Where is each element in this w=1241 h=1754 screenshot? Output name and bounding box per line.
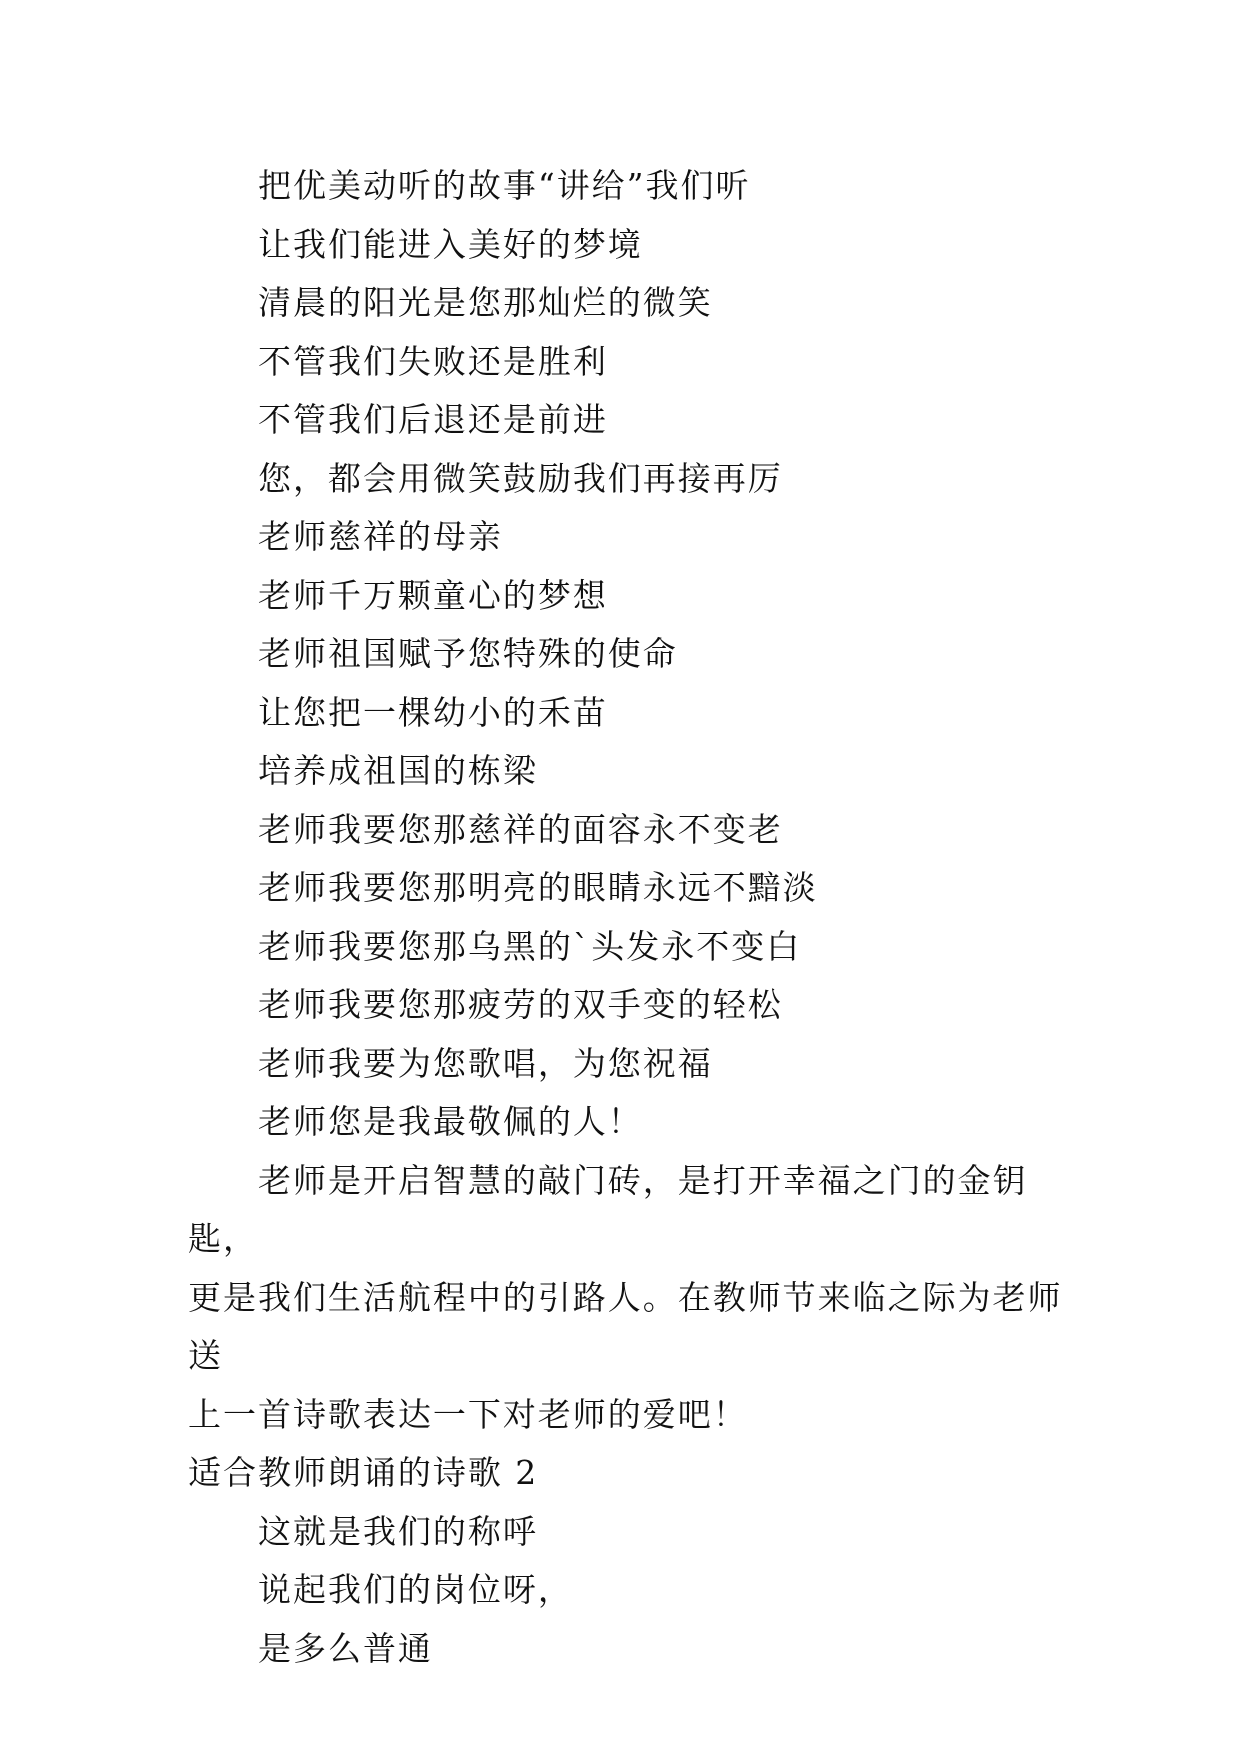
page-content — [188, 157, 1088, 1678]
poem-line: 老师我要您那慈祥的面容永不变老 — [258, 809, 783, 849]
poem-part-1 — [188, 157, 1088, 1152]
poem-line: 老师我要为您歌唱，为您祝福 — [258, 1043, 713, 1083]
paragraph-line-2: 更是我们生活航程中的引路人。在教师节来临之际为老师送 — [188, 1277, 1063, 1375]
poem-line: 不管我们后退还是前进 — [258, 400, 608, 439]
poem-line: 清晨的阳光是您那灿烂的微笑 — [258, 283, 713, 322]
poem-line: 不管我们失败还是胜利 — [258, 341, 608, 381]
poem-line: 老师我要您那疲劳的双手变的轻松 — [258, 985, 783, 1024]
poem-line: 老师我要您那明亮的眼睛永远不黯淡 — [258, 868, 818, 907]
poem-line: 老师祖国赋予您特殊的使命 — [258, 634, 678, 673]
poem-line: 是多么普通 — [258, 1628, 433, 1668]
poem-part-2 — [188, 1503, 1088, 1679]
poem-line: 这就是我们的称呼 — [258, 1511, 538, 1551]
poem-line: 让我们能进入美好的梦境 — [258, 224, 643, 264]
poem-line: 培养成祖国的栋梁 — [258, 751, 538, 790]
poem-line: 老师慈祥的母亲 — [258, 517, 503, 556]
paragraph-line-3: 上一首诗歌表达一下对老师的爱吧！ — [188, 1394, 748, 1434]
poem-line: 老师您是我最敬佩的人！ — [258, 1102, 643, 1141]
poem-line: 您，都会用微笑鼓励我们再接再厉 — [258, 458, 783, 498]
poem-line: 让您把一棵幼小的禾苗 — [258, 692, 608, 732]
section-heading: 适合教师朗诵的诗歌 2 — [188, 1453, 539, 1492]
body-paragraph — [188, 1152, 1088, 1445]
poem-line: 说起我们的岗位呀， — [258, 1570, 573, 1609]
poem-line: 老师我要您那乌黑的`头发永不变白 — [258, 926, 802, 966]
poem-line: 老师千万颗童心的梦想 — [258, 575, 608, 615]
poem-line: 把优美动听的故事“讲给”我们听 — [258, 166, 751, 205]
paragraph-line-1: 老师是开启智慧的敲门砖，是打开幸福之门的金钥匙， — [188, 1160, 1028, 1258]
